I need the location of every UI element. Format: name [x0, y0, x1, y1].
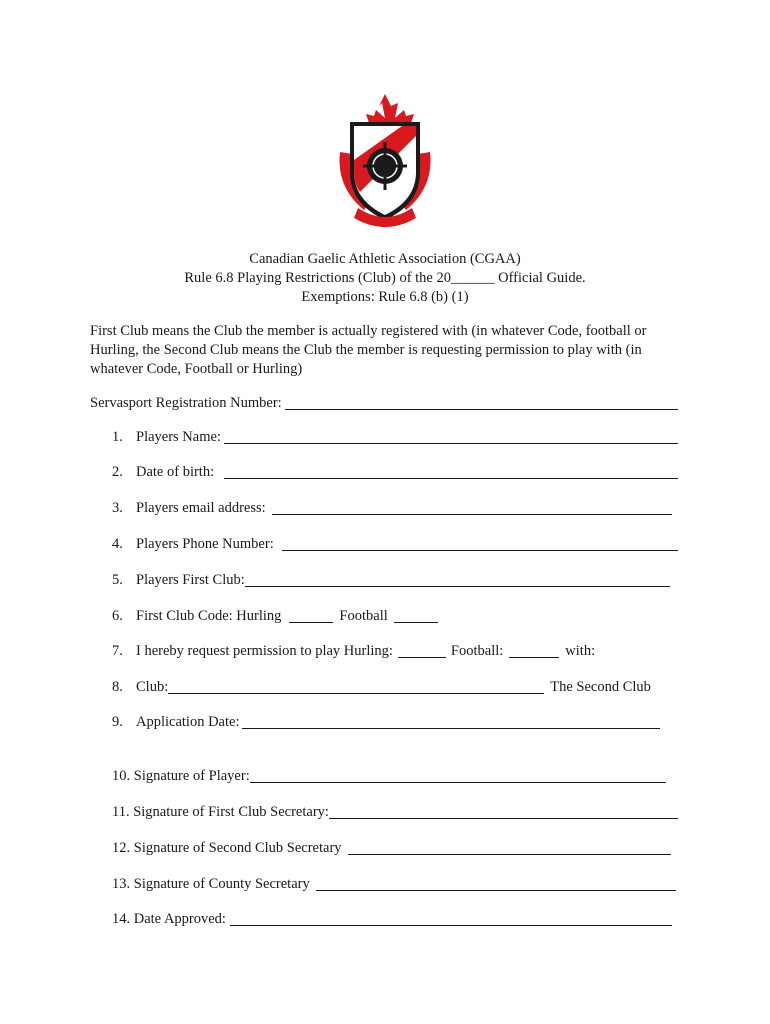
signature-second-club-secretary-input-line[interactable] [348, 840, 671, 855]
date-of-birth-input-line[interactable] [224, 464, 678, 479]
players-first-club-label: Players First Club: [136, 572, 245, 588]
servasport-field [90, 394, 680, 413]
permission-hurling-label: I hereby request permission to play Hurling: [136, 643, 393, 659]
players-phone-field [112, 535, 680, 554]
application-date-input-line[interactable] [242, 714, 660, 729]
signature-player-field [112, 767, 668, 786]
players-first-club-field [112, 571, 672, 590]
servasport-input-line[interactable] [285, 395, 678, 410]
signature-first-club-secretary-input-line[interactable] [329, 804, 678, 819]
item-number: 6. [112, 608, 123, 624]
intro-paragraph: First Club means the Club the member is actually registered with (in whatever Code, football or Hurling, the Second Club means the Club the member is requesting permission to play with (in whatever Code, Football or Hurling) [90, 323, 647, 377]
signature-first-club-secretary-field [112, 803, 680, 822]
date-approved-field [112, 910, 674, 929]
players-phone-label: Players Phone Number: [136, 536, 274, 552]
permission-football-input-line[interactable] [509, 643, 559, 658]
signature-second-club-secretary-field [112, 839, 673, 858]
item-number: 5. [112, 572, 123, 588]
first-club-code-label: First Club Code: Hurling [136, 608, 282, 624]
item-number: 2. [112, 464, 123, 480]
club-label: Club: [136, 679, 169, 695]
form-heading [0, 250, 770, 307]
first-club-hurling-input-line[interactable] [289, 608, 333, 623]
item-number: 4. [112, 536, 123, 552]
players-name-label: Players Name: [136, 429, 221, 445]
item-number: 1. [112, 429, 123, 445]
servasport-label: Servasport Registration Number: [90, 395, 282, 411]
application-date-label: Application Date: [136, 714, 240, 730]
item-number: 8. [112, 679, 123, 695]
players-first-club-input-line[interactable] [245, 572, 670, 587]
players-email-label: Players email address: [136, 500, 266, 516]
signature-first-club-secretary-label: 11. Signature of First Club Secretary: [112, 804, 329, 820]
signature-second-club-secretary-label: 12. Signature of Second Club Secretary [112, 840, 342, 856]
permission-football-label: Football: [450, 643, 504, 659]
application-date-field [112, 713, 662, 732]
signature-county-secretary-label: 13. Signature of County Secretary [112, 876, 310, 892]
players-phone-input-line[interactable] [282, 536, 678, 551]
players-email-input-line[interactable] [272, 500, 672, 515]
signature-player-input-line[interactable] [250, 768, 666, 783]
permission-with-label: with: [565, 643, 596, 659]
second-club-field [112, 678, 651, 697]
rule-title: Rule 6.8 Playing Restrictions (Club) of the 20______ Official Guide. [184, 270, 586, 286]
players-email-field [112, 499, 674, 518]
date-of-birth-field [112, 463, 680, 482]
permission-request-field [112, 642, 595, 661]
exemptions-title: Exemptions: Rule 6.8 (b) (1) [301, 289, 469, 305]
signature-county-secretary-field [112, 875, 678, 894]
date-approved-label: 14. Date Approved: [112, 911, 226, 927]
date-of-birth-label: Date of birth: [136, 464, 215, 480]
first-club-football-label: Football [339, 608, 388, 624]
item-number: 3. [112, 500, 123, 516]
date-approved-input-line[interactable] [230, 911, 672, 926]
first-club-code-field [112, 607, 440, 626]
signature-county-secretary-input-line[interactable] [316, 876, 676, 891]
association-title: Canadian Gaelic Athletic Association (CGAA) [249, 251, 521, 267]
cgaa-crest-logo [330, 92, 440, 232]
players-name-field [112, 428, 680, 447]
second-club-note: The Second Club [550, 679, 651, 695]
club-input-line[interactable] [168, 679, 544, 694]
permission-hurling-input-line[interactable] [398, 643, 446, 658]
item-number: 7. [112, 643, 123, 659]
signature-player-label: 10. Signature of Player: [112, 768, 250, 784]
first-club-football-input-line[interactable] [394, 608, 438, 623]
players-name-input-line[interactable] [224, 429, 678, 444]
item-number: 9. [112, 714, 123, 730]
